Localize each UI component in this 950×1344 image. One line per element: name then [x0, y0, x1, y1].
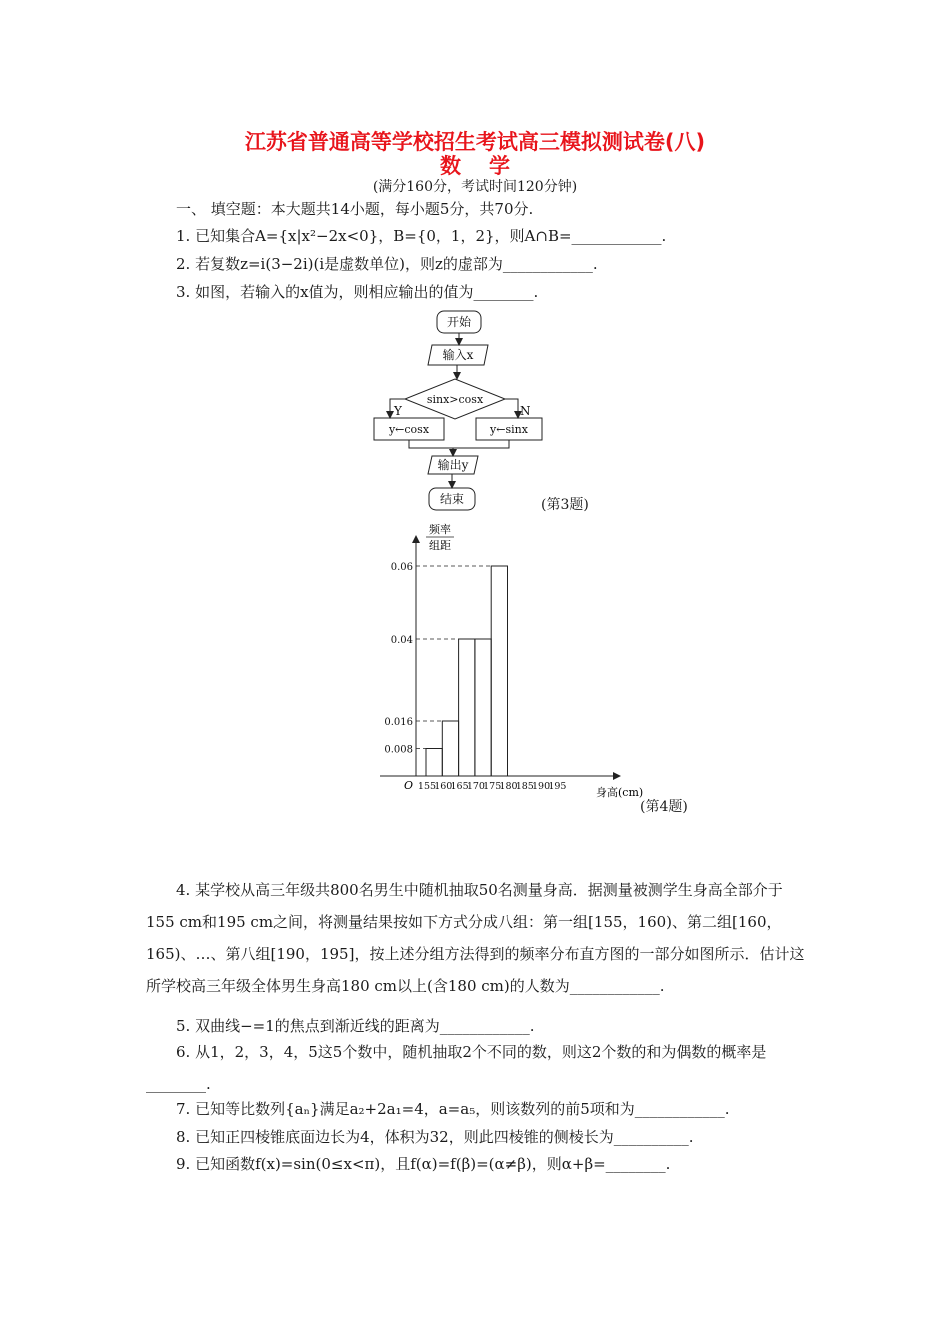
histogram-bar-5 — [491, 566, 507, 776]
question-3: 3. 如图，若输入的x值为，则相应输出的值为________. — [176, 283, 539, 301]
x-axis-label: 身高(cm) — [596, 786, 644, 799]
question-5-text: 5. 双曲线−=1的焦点到渐近线的距离为____________. — [176, 1017, 535, 1035]
section-heading: 一、 填空题：本大题共14小题，每小题5分，共70分. — [176, 200, 534, 218]
histogram-bar-2 — [442, 721, 458, 776]
flow-right-text: y←sinx — [490, 423, 528, 436]
flow-start-text: 开始 — [446, 315, 472, 329]
question-7-text: 7. 已知等比数列{aₙ}满足a₂+2a₁=4，a=a₅，则该数列的前5项和为____________. — [176, 1100, 730, 1118]
y-tick-label: 0.04 — [390, 635, 413, 646]
y-tick-label: 0.008 — [384, 744, 413, 756]
y-tick-label: 0.016 — [384, 717, 413, 728]
x-tick-label: 180 — [499, 781, 518, 792]
question-2: 2. 若复数z=i(3−2i)(i是虚数单位)，则z的虚部为____________. — [176, 255, 598, 273]
question-1: 1. 已知集合A={x|x²−2x<0}，B={0，1，2}，则A∩B=____________. — [176, 227, 667, 245]
question-8-text: 8. 已知正四棱锥底面边长为4，体积为32，则此四棱锥的侧棱长为__________. — [176, 1128, 694, 1146]
question-6 — [146, 1036, 806, 1100]
histogram-bar-4 — [475, 639, 491, 776]
x-tick-label: 165 — [450, 781, 469, 792]
flow-yes-label: Y — [394, 404, 402, 418]
flow-no-label: N — [520, 404, 531, 418]
flow-condition-text: sinx>cosx — [426, 393, 484, 406]
question-6-text: 6. 从1，2，3，4，5这5个数中，随机抽取2个不同的数，则这2个数的和为偶数的概率是________. — [146, 1043, 767, 1093]
question-4-text: 4. 某学校从高三年级共800名男生中随机抽取50名测量身高．据测量被测学生身高全部介于155 cm和195 cm之间，将测量结果按如下方式分成八组：第一组[155，160)、第二组[160，165)、…、第八组[190，195]，按上述分组方法得到的频率分布直方图的一部分如图所示．估计这所学校高三年级全体男生身高180 cm以上(含180 cm)的人数为____________. — [146, 881, 805, 995]
histogram-bar-3 — [459, 639, 475, 776]
flowchart — [360, 305, 640, 520]
x-tick-label: 170 — [466, 781, 485, 792]
histogram-bar-1 — [426, 749, 442, 777]
question-4 — [146, 874, 806, 1002]
histogram-chart — [370, 518, 670, 808]
flow-end-text: 结束 — [439, 492, 465, 506]
paper-title: 江苏省普通高等学校招生考试高三模拟测试卷(八) — [244, 130, 706, 154]
flow-output-text: 输出y — [437, 458, 469, 472]
figure-3-caption: (第3题) — [541, 497, 589, 513]
flow-left-text: y←cosx — [388, 423, 430, 436]
x-tick-label: 185 — [515, 781, 534, 792]
x-tick-label: 160 — [434, 781, 453, 792]
x-tick-label: 175 — [483, 781, 502, 792]
flow-input-text: 输入x — [442, 348, 474, 362]
y-label-bottom: 组距 — [429, 539, 451, 552]
x-tick-label: 190 — [532, 781, 551, 792]
paper-subject: 数学 — [440, 154, 538, 178]
histogram-axes — [380, 536, 620, 776]
figure-4-caption: (第4题) — [640, 799, 688, 815]
question-9 — [146, 1148, 806, 1180]
y-label-top: 频率 — [429, 523, 451, 536]
question-9-text: 9. 已知函数f(x)=sin(0≤x<π)，且f(α)=f(β)=(α≠β)，则α+β=________. — [176, 1155, 671, 1173]
origin-label: O — [404, 779, 414, 792]
x-tick-label: 155 — [417, 781, 437, 792]
y-tick-label: 0.06 — [390, 562, 413, 573]
exam-info: (满分160分，考试时间120分钟) — [372, 179, 578, 195]
x-tick-label: 195 — [548, 781, 567, 792]
